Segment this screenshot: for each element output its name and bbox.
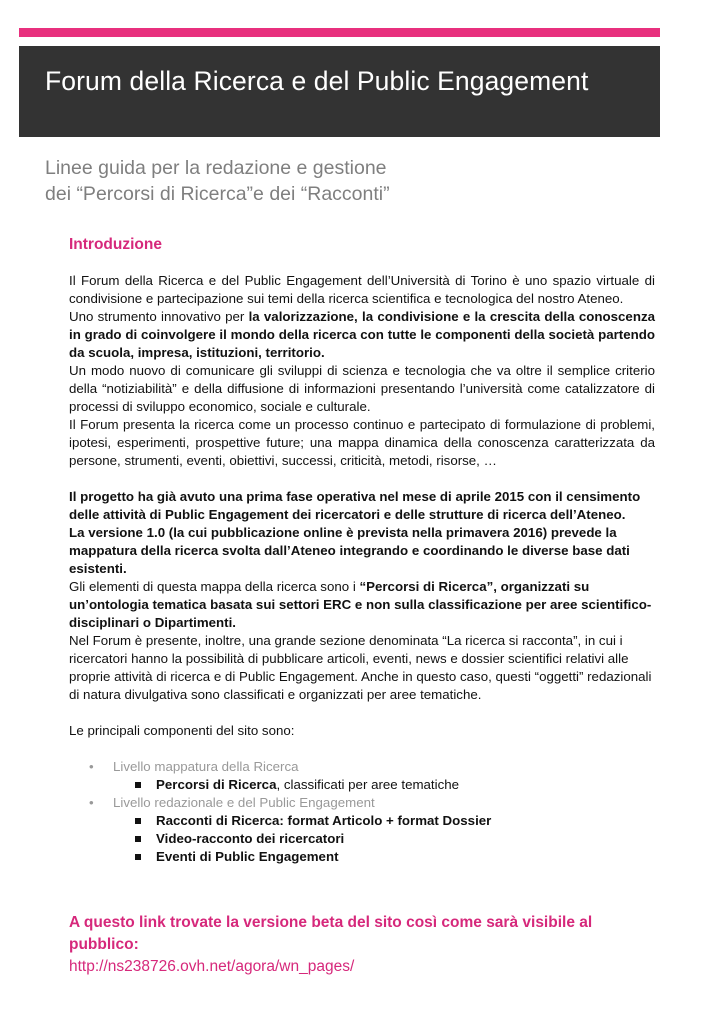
square-bullet-icon: [135, 782, 141, 788]
intro-p2-bold: la valorizzazione, la condivisione e la crescita della conoscenza in grado di coinvolgere il mondo della ricerca con tutte le componenti della società partendo da scuola, impresa, istituzioni, territorio.: [69, 309, 655, 360]
section-heading-introduzione: Introduzione: [69, 236, 162, 253]
bullet-dot: •: [89, 795, 94, 810]
list-item-bold: Percorsi di Ricerca: [156, 777, 277, 792]
intro-p6-bold: La versione 1.0 (la cui pubblicazione online è prevista nella primavera 2016) prevede la mappatura della ricerca svolta dall’Ateneo integrando e coordinando le diverse base dati esistenti.: [69, 525, 630, 576]
list-item-bold: Eventi di Public Engagement: [156, 849, 339, 864]
subtitle-line-2: dei “Percorsi di Ricerca”e dei “Racconti”: [45, 183, 390, 205]
list-item-percorsi: [69, 776, 655, 794]
list-item-level-redazionale: [69, 794, 655, 812]
intro-p4-text: Il Forum presenta la ricerca come un processo continuo e partecipato di formulazione di problemi, ipotesi, esperimenti, prospettive future; una mappa dinamica della conoscenza caratterizzata da persone, strumenti, eventi, obiettivi, successi, criticità, metodi, risorse, …: [69, 417, 655, 468]
components-intro: Le principali componenti del sito sono:: [69, 723, 295, 738]
list-item-bold: Video-racconto dei ricercatori: [156, 831, 345, 846]
title-banner: [19, 46, 660, 137]
subtitle-line-1: Linee guida per la redazione e gestione: [45, 157, 387, 179]
list-item-video: [69, 830, 655, 848]
intro-p1-text: Il Forum della Ricerca e del Public Engagement dell’Università di Torino è uno spazio virtuale di condivisione e partecipazione sui temi della ricerca scientifica e tecnologica del nostro Ateneo.: [69, 273, 655, 306]
square-bullet-icon: [135, 836, 141, 842]
list-item-label: Livello mappatura della Ricerca: [113, 759, 299, 774]
list-item-eventi: [69, 848, 655, 866]
top-accent-bar: [19, 28, 660, 37]
intro-p7-bold: “Percorsi di Ricerca”, organizzati su un’ontologia tematica basata sui settori ERC e non sulla classificazione per aree scientifico-disciplinari o Dipartimenti.: [69, 579, 652, 630]
document-subtitle: [45, 155, 665, 207]
list-item-label: Livello redazionale e del Public Engagement: [113, 795, 375, 810]
list-item-rest: , classificati per aree tematiche: [276, 777, 460, 792]
intro-p5-bold: Il progetto ha già avuto una prima fase operativa nel mese di aprile 2015 con il censimento delle attività di Public Engagement dei ricercatori e delle strutture di ricerca dell’Ateneo.: [69, 489, 641, 522]
square-bullet-icon: [135, 818, 141, 824]
intro-p2-plain: Uno strumento innovativo per: [69, 309, 249, 324]
bullet-dot: •: [89, 759, 94, 774]
intro-paragraph-2: [69, 488, 655, 704]
list-item-racconti: [69, 812, 655, 830]
beta-link-callout: A questo link trovate la versione beta del sito così come sarà visibile al pubblico:: [69, 914, 593, 953]
intro-p3-text: Un modo nuovo di comunicare gli sviluppi di scienza e tecnologia che va oltre il semplice criterio della “notiziabilità” e della diffusione di informazioni presentando l’università come catalizzatore di processi di sviluppo economico, sociale e culturale.: [69, 363, 655, 414]
main-content: [69, 236, 655, 978]
square-bullet-icon: [135, 854, 141, 860]
components-list: [69, 758, 655, 866]
list-item-bold: Racconti di Ricerca: format Articolo + format Dossier: [156, 813, 492, 828]
document-title: Forum della Ricerca e del Public Engagement: [45, 66, 589, 96]
intro-p8-text: Nel Forum è presente, inoltre, una grande sezione denominata “La ricerca si racconta”, in cui i ricercatori hanno la possibilità di pubblicare articoli, eventi, news e dossier scientifici relativi alle proprie attività di ricerca e di Public Engagement. Anche in questo caso, questi “oggetti” redazionali di natura divulgativa sono classificati e organizzati per aree tematiche.: [69, 633, 652, 702]
intro-p7-plain: Gli elementi di questa mappa della ricerca sono i: [69, 579, 360, 594]
beta-site-link[interactable]: http://ns238726.ovh.net/agora/wn_pages/: [69, 958, 355, 975]
intro-paragraph-1: [69, 272, 655, 470]
list-item-level-mappatura: [69, 758, 655, 776]
